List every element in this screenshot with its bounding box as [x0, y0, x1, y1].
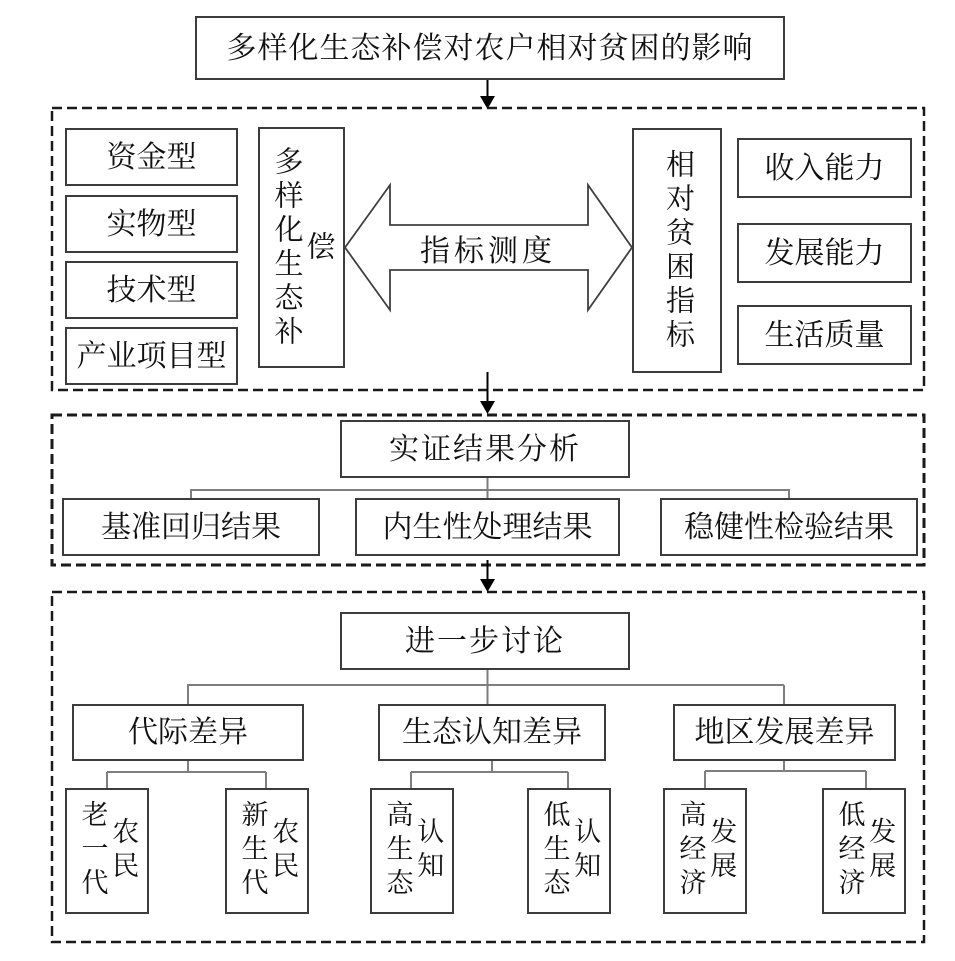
leaf-low-eco-cognition — [527, 788, 611, 914]
leaf-high-economic-development — [663, 788, 747, 914]
compensation-type-funding: 资金型 — [65, 128, 238, 186]
compensation-type-industry-project: 产业项目型 — [65, 327, 238, 385]
endogeneity-treatment-box: 内生性处理结果 — [355, 498, 620, 556]
leaf-text-col2: 认知 — [413, 817, 444, 885]
empirical-results-header: 实证结果分析 — [340, 420, 630, 478]
measure-arrow-label: 指标测度 — [420, 235, 556, 268]
leaf-text-col2: 发展 — [706, 817, 737, 885]
leaf-text-col2: 发展 — [865, 817, 896, 885]
discussion-tree-connector — [187, 670, 784, 706]
compensation-type-inkind: 实物型 — [65, 195, 238, 253]
leaf-text-col1: 低经济 — [834, 800, 865, 902]
eco-cognition-difference-box: 生态认知差异 — [378, 704, 606, 761]
indicator-development-capacity: 发展能力 — [737, 223, 912, 283]
leaf-text-col1: 高经济 — [675, 800, 706, 902]
cognition-pair-connector — [411, 761, 568, 790]
benchmark-regression-box: 基准回归结果 — [62, 498, 320, 556]
page-title: 多样化生态补偿对农户相对贫困的影响 — [195, 16, 785, 80]
leaf-text-col1: 高生态 — [382, 800, 413, 902]
flow-arrow-1-icon — [480, 80, 495, 109]
regional-development-difference-box: 地区发展差异 — [673, 704, 896, 761]
generation-difference-box: 代际差异 — [72, 704, 304, 761]
leaf-text-col2: 农民 — [108, 817, 139, 885]
relative-poverty-index-box — [632, 128, 722, 373]
indicator-income-capacity: 收入能力 — [737, 138, 912, 198]
indicator-quality-of-life: 生活质量 — [737, 305, 912, 365]
relative-poverty-index-label: 相对贫困指标 — [661, 148, 694, 353]
leaf-new-generation-farmers — [225, 788, 309, 914]
compensation-type-technical: 技术型 — [65, 261, 238, 319]
robustness-test-box: 稳健性检验结果 — [660, 498, 918, 556]
leaf-text-col1: 老一代 — [77, 800, 108, 902]
generation-pair-connector — [107, 761, 266, 790]
empirical-tree-connector — [190, 478, 790, 500]
leaf-old-generation-farmers — [65, 788, 149, 914]
diversified-eco-compensation-label: 多样化生态补偿 — [270, 145, 335, 350]
leaf-text-col1: 低生态 — [539, 800, 570, 902]
leaf-text-col2: 农民 — [268, 817, 299, 885]
further-discussion-header: 进一步讨论 — [340, 612, 630, 670]
diversified-eco-compensation-box — [258, 127, 345, 368]
leaf-low-economic-development — [822, 788, 906, 914]
leaf-high-eco-cognition — [370, 788, 454, 914]
flow-arrow-2-icon — [480, 372, 495, 414]
leaf-text-col2: 认知 — [570, 817, 601, 885]
region-pair-connector — [705, 761, 866, 790]
leaf-text-col1: 新生代 — [237, 800, 268, 902]
